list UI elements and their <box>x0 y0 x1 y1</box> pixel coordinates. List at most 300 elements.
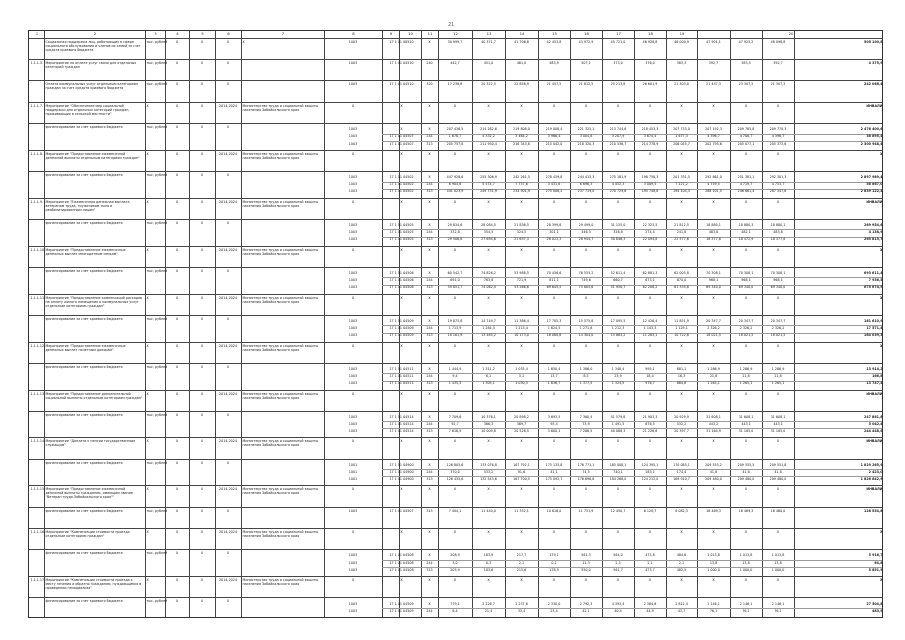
year-value: X <box>776 577 780 582</box>
year-value: 43 972,9 <box>578 40 594 44</box>
row-col-6: 2014-2024 <box>219 247 237 252</box>
year-value: 21 307,3 <box>770 82 786 87</box>
vr-code: 244 <box>426 470 433 475</box>
year-value: 18 161,9 <box>447 333 463 338</box>
year-value: 366,3 <box>483 422 494 427</box>
year-value: X <box>520 529 523 534</box>
grbs-code: 1003 <box>348 374 358 379</box>
year-value: 10 009,8 <box>481 429 496 434</box>
year-value: 52 611,4 <box>610 271 626 276</box>
row-col-5: X <box>200 391 204 396</box>
year-value: 3 004,8 <box>579 134 593 139</box>
year-value: X <box>453 439 457 444</box>
row-code: 1.1.1.10. <box>30 247 46 252</box>
year-value: X <box>712 151 715 156</box>
year-value: X <box>776 529 780 534</box>
row-divider <box>29 171 882 172</box>
grbs-code: 1003 <box>348 141 358 146</box>
vr-code: X <box>428 553 431 558</box>
row-col-5: X <box>200 439 204 444</box>
row-unit: X <box>146 529 149 534</box>
csr-code: 17 1 01 04509 <box>389 601 414 606</box>
csr-code: X <box>400 127 403 132</box>
year-value: 46 928,8 <box>642 40 658 44</box>
grbs-code: X <box>351 391 355 396</box>
year-value: 18 377,8 <box>770 237 786 242</box>
row-name: Мероприятие по оплате услуг связи для отдельных категорий граждан <box>45 61 137 70</box>
grbs-code: 1003 <box>348 230 358 235</box>
year-value: 201 331,5 <box>673 175 690 180</box>
row-col-6: X <box>226 551 230 556</box>
year-value: 274,4 <box>645 230 655 235</box>
vr-code: 313 <box>426 285 433 290</box>
year-value: X <box>648 391 652 396</box>
year-value: 392,7 <box>773 61 783 66</box>
year-value: 4 332,2 <box>482 134 495 139</box>
year-value: 1 212,3 <box>611 326 625 331</box>
year-value: 198 758,3 <box>641 175 659 180</box>
year-value: 1 386,0 <box>579 366 593 371</box>
vr-code: 244 <box>426 134 433 139</box>
grbs-code: X <box>351 247 355 252</box>
row-col-5: X <box>200 295 204 300</box>
row-col-6: 2014-2024 <box>219 577 237 582</box>
grbs-code: 1001 <box>348 477 358 482</box>
year-value: 20 929,9 <box>674 414 689 419</box>
year-value: 40 088,3 <box>610 429 626 434</box>
year-value: 4 396,7 <box>707 134 720 139</box>
row-divider <box>29 342 882 343</box>
row-name: Мероприятие "Обеспечение мер социальной поддержки для отдельных категорий граждан, проживающих в сельской местности" <box>45 103 130 116</box>
year-value: 62 208,2 <box>642 285 658 290</box>
csr-code: 17 1 01 04509 <box>389 608 414 613</box>
year-value: 246 661,4 <box>737 189 755 194</box>
year-value: 275 008,2 <box>545 189 563 194</box>
csr-code: 17 1 01 04508 <box>389 567 414 572</box>
total-value: 265 815,7 <box>864 237 883 242</box>
year-value: 48 098,8 <box>770 40 786 44</box>
year-value: 4 759,5 <box>707 182 720 187</box>
row-col-6: 2014-2024 <box>219 103 237 108</box>
row-name: Мероприятие "Предоставление компенсаций расходов на оплату жилого помещения и коммунальных услуг отдельным категориям граждан" <box>45 295 142 308</box>
year-value: X <box>616 439 620 444</box>
csr-code: 17 1 01 04514 <box>389 429 414 434</box>
total-value: 2 476 400,6 <box>860 127 883 132</box>
year-value: X <box>584 247 588 252</box>
vr-code: 244 <box>426 608 433 613</box>
year-value: X <box>744 295 748 300</box>
row-divider <box>29 59 882 60</box>
total-value: 64,8 <box>874 560 883 565</box>
total-value: 675 674,9 <box>864 285 883 290</box>
total-value: 269 954,6 <box>864 223 883 228</box>
year-value: 443,1 <box>773 422 783 427</box>
row-name: Мероприятие "Компенсация стоимости проезда отдельным категориям граждан" <box>45 529 130 538</box>
year-value: 324,5 <box>516 230 527 235</box>
year-value: 18 377,8 <box>706 237 721 242</box>
year-value: X <box>680 439 683 444</box>
year-value: X <box>552 343 556 348</box>
year-value: 183,1 <box>645 470 655 475</box>
year-value: 1 377,5 <box>579 381 593 386</box>
row-responsible <box>243 269 323 293</box>
year-value: X <box>520 577 523 582</box>
total-value: X <box>879 247 883 252</box>
year-value: 76,1 <box>742 608 750 613</box>
year-value: 373,0 <box>613 61 623 66</box>
year-value: 18 021,5 <box>770 333 786 338</box>
row-unit: тыс. рублей <box>146 364 168 369</box>
row-divider <box>29 459 882 460</box>
year-value: 10 616,0 <box>546 508 562 513</box>
year-value: X <box>712 199 715 204</box>
year-value: X <box>680 529 683 534</box>
year-value: 29 499,0 <box>578 223 594 228</box>
header-number: 2 <box>93 31 97 36</box>
year-value: 20 347,7 <box>706 319 721 324</box>
row-divider <box>29 315 882 316</box>
year-value: X <box>680 247 683 252</box>
year-value: 533,2 <box>483 470 494 475</box>
row-col-4: X <box>175 343 179 348</box>
vr-code: 244 <box>426 560 433 565</box>
year-value: X <box>584 103 588 108</box>
year-value: X <box>648 487 652 492</box>
vr-code: X <box>428 462 431 467</box>
year-value: X <box>453 151 457 156</box>
year-value: X <box>744 103 748 108</box>
year-value: X <box>648 439 652 444</box>
header-number: 4 <box>176 31 179 36</box>
row-col-5: X <box>200 268 204 273</box>
year-value: X <box>744 577 748 582</box>
year-value: 7 709,6 <box>448 414 462 419</box>
year-value: X <box>552 199 556 204</box>
row-col-5: X <box>200 61 204 66</box>
year-value: X <box>487 199 490 204</box>
year-value: 29 834,6 <box>447 223 463 228</box>
row-col-6: 2014-2024 <box>219 343 237 348</box>
year-value: 70 308,1 <box>706 271 721 276</box>
row-divider <box>29 390 882 391</box>
year-value: 484,6 <box>676 553 687 558</box>
year-value: 33,4 <box>517 608 526 613</box>
year-value: X <box>712 391 715 396</box>
year-value: 1 286,9 <box>739 366 753 371</box>
row-code: 1.1.1.16. <box>30 529 46 534</box>
row-code: 1.1.1.17. <box>30 577 46 582</box>
year-value: 673,1 <box>645 278 655 283</box>
year-value: 376,0 <box>645 61 655 66</box>
total-value: X <box>879 343 883 348</box>
row-unit: X <box>146 487 149 492</box>
row-divider <box>29 123 882 124</box>
year-value: 779,1 <box>450 601 460 606</box>
year-value: 19 875,8 <box>447 319 463 324</box>
row-responsible <box>243 317 323 341</box>
year-value: 22 323,5 <box>642 223 658 228</box>
row-col-5: X <box>200 199 204 204</box>
row-divider <box>29 198 882 199</box>
year-value: 6 696,3 <box>579 182 593 187</box>
year-value: 169 910,7 <box>673 477 690 482</box>
year-value: X <box>487 439 490 444</box>
year-value: 209 785,8 <box>737 127 755 132</box>
year-value: X <box>487 151 490 156</box>
year-value: X <box>552 295 556 300</box>
row-unit: X <box>146 295 149 300</box>
row-col-5: X <box>200 599 204 604</box>
grbs-code: 1001 <box>348 470 358 475</box>
year-value: 213 744,6 <box>609 127 627 132</box>
csr-code: X <box>400 343 403 348</box>
year-value: 16 469,3 <box>706 508 721 513</box>
row-divider <box>29 437 882 438</box>
year-value: X <box>616 247 620 252</box>
year-value: 40,4 <box>614 608 622 613</box>
vr-code: X <box>428 366 431 371</box>
year-value: 507,1 <box>581 61 591 66</box>
year-value: 215,6 <box>516 567 527 572</box>
year-value: 31 165,0 <box>738 429 754 434</box>
row-col-6: X <box>226 364 230 369</box>
row-divider <box>29 597 882 598</box>
year-value: 2 146,1 <box>739 601 753 606</box>
year-value: X <box>487 577 490 582</box>
year-value: X <box>616 295 620 300</box>
csr-code: 17 1 01 04506 <box>389 285 414 290</box>
year-value: 11,3 <box>582 560 590 565</box>
csr-code: 17 1 01 04509 <box>389 333 414 338</box>
row-responsible <box>243 551 323 575</box>
year-value: 15 575,8 <box>578 319 594 324</box>
year-value: 995,1 <box>645 366 655 371</box>
year-value: 21 836,5 <box>514 223 529 228</box>
year-value: 7 616,9 <box>448 429 462 434</box>
year-value: 21,8 <box>709 374 718 379</box>
year-value: 195 748,8 <box>641 189 659 194</box>
vr-code: 313 <box>426 429 433 434</box>
year-value: 3,0 <box>452 560 458 565</box>
csr-code: 17 1 01 04507 <box>389 134 414 139</box>
header-number: 7 <box>281 31 285 36</box>
row-responsible <box>243 61 323 79</box>
grbs-code: 1003 <box>348 381 358 386</box>
year-value: 31 608,1 <box>738 414 754 419</box>
year-value: X <box>453 487 457 492</box>
row-unit: X <box>146 391 149 396</box>
row-name: финансирование за счет краевого бюджета <box>45 316 123 321</box>
year-value: 174,4 <box>676 470 687 475</box>
year-value: 206 055,7 <box>673 141 690 146</box>
row-unit: тыс. рублей <box>146 508 168 513</box>
year-value: X <box>520 439 523 444</box>
year-value: 483,8 <box>773 230 783 235</box>
year-value: 10 173,0 <box>514 333 529 338</box>
row-divider <box>29 507 882 508</box>
year-value: X <box>487 295 490 300</box>
year-value: X <box>453 247 457 252</box>
year-value: X <box>712 103 715 108</box>
year-value: 62 005,8 <box>674 271 689 276</box>
year-value: 6 904,6 <box>448 182 462 187</box>
row-col-4: X <box>175 268 179 273</box>
row-col-5: X <box>200 343 204 348</box>
year-value: 13,7 <box>550 374 558 379</box>
row-col-5: X <box>200 172 204 177</box>
year-value: 4 393,4 <box>611 601 625 606</box>
row-col-4: X <box>175 124 179 129</box>
row-code: 1.1.1.13. <box>30 391 46 396</box>
year-value: 1 286,9 <box>707 366 720 371</box>
year-value: 2 584,8 <box>643 601 657 606</box>
year-value: 21 226,8 <box>642 429 658 434</box>
year-value: 175 133,8 <box>545 462 563 467</box>
year-value: 42 453,8 <box>546 40 562 44</box>
year-value: 2 226,7 <box>482 601 495 606</box>
year-value: 209 480,0 <box>769 477 787 482</box>
year-value: 1 000,0 <box>707 567 720 572</box>
year-value: 2 822,4 <box>675 601 688 606</box>
row-col-4: X <box>175 364 179 369</box>
year-value: 18 472,9 <box>738 237 754 242</box>
grbs-code: X <box>351 529 355 534</box>
vr-code: 244 <box>426 182 433 187</box>
year-value: 14 304,0 <box>578 333 594 338</box>
row-col-5: X <box>200 412 204 417</box>
year-value: X <box>776 103 780 108</box>
year-value: 21 812,5 <box>578 82 594 87</box>
year-value: 0,2 <box>551 560 557 565</box>
year-value: 23 307,5 <box>738 82 754 87</box>
row-responsible: Министерство труда и социальной защиты населения Забайкальского края <box>242 577 319 586</box>
year-value: X <box>584 487 588 492</box>
csr-code: 17 1 01 04506 <box>389 278 414 283</box>
year-value: 2 146,1 <box>707 601 720 606</box>
grbs-code: X <box>351 439 355 444</box>
csr-code: 17 1 01 04510 <box>389 82 414 87</box>
year-value: X <box>712 529 715 534</box>
row-responsible: Министерство труда и социальной защиты населения Забайкальского края <box>242 529 319 538</box>
row-col-4: X <box>175 529 179 534</box>
grbs-code: 1003 <box>348 422 358 427</box>
row-divider <box>29 80 882 81</box>
year-value: X <box>712 577 715 582</box>
year-value: 483,8 <box>708 230 719 235</box>
year-value: X <box>680 391 683 396</box>
row-col-6: 2014-2024 <box>219 199 237 204</box>
year-value: X <box>648 151 652 156</box>
year-value: 13 465,2 <box>481 333 496 338</box>
year-value: 47 925,2 <box>738 40 754 44</box>
year-value: X <box>648 295 652 300</box>
total-value: 13 747,4 <box>866 381 883 386</box>
row-name: Мероприятие "Предоставление ежемесячной денежной выплаты гражданам, имеющим звание "Ветеран труда Забайкальского края"" <box>45 487 133 500</box>
grbs-code: 1003 <box>348 366 358 371</box>
vr-code: X <box>428 295 431 300</box>
total-value: X <box>879 529 883 534</box>
year-value: X <box>487 103 490 108</box>
year-value: 28 084,5 <box>481 223 496 228</box>
csr-code: 17 1 01 04900 <box>389 470 414 475</box>
header-number: 10 <box>408 31 413 36</box>
row-responsible <box>243 221 323 245</box>
year-value: 8 082,3 <box>675 508 688 513</box>
csr-code: 17 1 01 04514 <box>389 414 414 419</box>
year-value: 12 426,4 <box>642 319 658 324</box>
year-value: 21 637,3 <box>514 237 529 242</box>
year-value: 209 770,3 <box>769 127 787 132</box>
row-divider <box>29 246 882 247</box>
year-value: X <box>680 151 683 156</box>
year-value: X <box>680 487 683 492</box>
grbs-code: 1003 <box>348 223 358 228</box>
year-value: 21 437,3 <box>706 82 721 87</box>
row-col-6: 2014-2024 <box>219 487 237 492</box>
vr-code: 244 <box>426 278 433 283</box>
csr-code: 17 1 01 04507 <box>389 508 414 513</box>
year-value: 3 693,5 <box>547 414 561 419</box>
grbs-code: 1003 <box>348 127 358 132</box>
grbs-code: X <box>351 199 355 204</box>
year-value: 124 212,0 <box>641 477 659 482</box>
row-col-6: X <box>226 508 230 513</box>
row-name: финансирование за счет краевого бюджета <box>45 124 123 129</box>
csr-code: X <box>400 439 403 444</box>
year-value: X <box>648 343 652 348</box>
total-value: 164 039,5 <box>864 333 883 338</box>
year-value: 255 306,9 <box>480 175 497 180</box>
vr-code: X <box>428 127 431 132</box>
year-value: X <box>776 343 780 348</box>
year-value: X <box>584 439 588 444</box>
year-value: X <box>776 199 780 204</box>
total-value: 13 914,2 <box>866 366 883 371</box>
header-number: 14 <box>519 31 525 36</box>
row-name: финансирование за счет краевого бюджета <box>45 412 123 417</box>
csr-code: X <box>400 577 403 582</box>
row-responsible <box>243 509 323 527</box>
year-value: 183,6 <box>483 567 494 572</box>
row-responsible <box>243 599 323 616</box>
year-value: 4 719,7 <box>739 182 753 187</box>
header-number: 11 <box>427 31 433 36</box>
total-value: 181 610,9 <box>864 319 883 324</box>
year-value: 2,1 <box>647 560 653 565</box>
row-name: Оплата коммунальных услуг отдельным категориям граждан за счет средств краевого бюджета <box>45 82 138 91</box>
row-code: 1.1.1.12. <box>30 343 46 348</box>
year-value: 473,7 <box>645 567 655 572</box>
year-value: 2 330,0 <box>547 601 561 606</box>
row-unit: тыс. рублей <box>146 316 168 321</box>
year-value: 18 021,5 <box>738 333 754 338</box>
year-value: 179,1 <box>549 553 559 558</box>
row-responsible <box>243 173 323 197</box>
year-value: X <box>648 199 652 204</box>
row-col-6: X <box>226 412 230 417</box>
year-value: 20 322,5 <box>481 82 496 87</box>
grbs-code: 1003 <box>348 40 358 44</box>
year-value: 28 399,8 <box>546 223 562 228</box>
year-value: X <box>552 487 556 492</box>
row-responsible: Министерство труда и социальной защиты населения Забайкальского края <box>242 295 319 304</box>
year-value: 31 608,1 <box>706 414 721 419</box>
year-value: 15 883,2 <box>610 333 626 338</box>
year-value: 178,9 <box>549 567 559 572</box>
total-value: 2 423,0 <box>868 470 883 475</box>
total-value: 58 867,0 <box>866 182 883 187</box>
total-value: 1 826 842,9 <box>860 477 883 482</box>
